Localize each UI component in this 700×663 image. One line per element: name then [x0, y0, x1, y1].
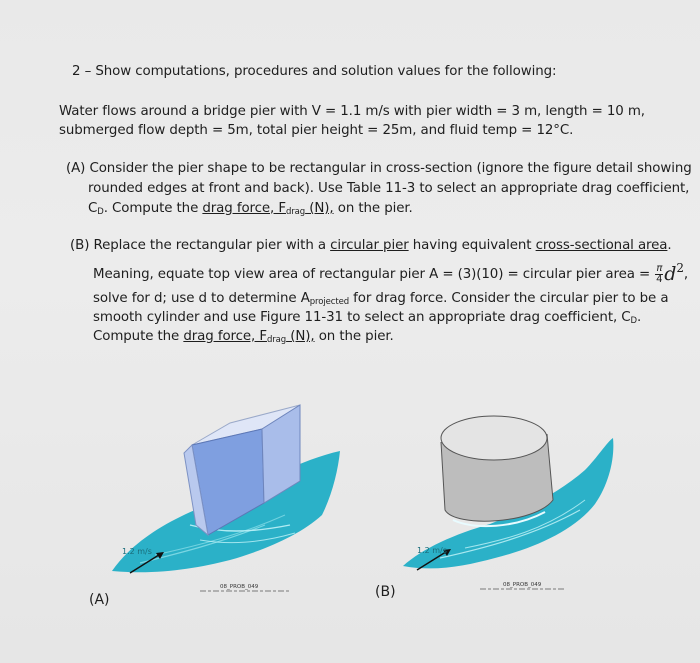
velocity-label-b: 1.2 m/s: [417, 546, 447, 555]
figure-b-caption: 08_PROB_049: [503, 582, 542, 588]
figure-b-circular-pier: [395, 400, 625, 592]
figure-a-label: (A): [89, 592, 110, 608]
cd-subscript: D: [97, 207, 104, 217]
drag-force-link-a: drag force, $F_{drag}$ (N),: [202, 201, 334, 217]
figure-b-caption-rule: [480, 586, 565, 592]
figure-a-caption: 08_PROB_049: [220, 584, 259, 590]
part-a-end-text: on the pier.: [333, 201, 413, 216]
d-squared: $d^2$: [664, 261, 684, 285]
part-b-line-4: smooth cylinder and use Figure 11-31 to select an appropriate drag coefficient, $C_D$.: [93, 310, 642, 326]
figure-a-caption-rule: [200, 588, 290, 594]
part-a-line-1: (A) Consider the pier shape to be rectangular in cross-section (ignore the figure detail showing: [66, 161, 692, 176]
drag-force-link-b: drag force, $F_{drag}$ (N),: [183, 329, 315, 345]
part-b-line-3: solve for d; use d to determine $A_{projected}$ for drag force. Consider the circular pier to be a: [93, 291, 669, 307]
part-a-line-3: [88, 199, 413, 222]
figure-a-rectangular-pier: [100, 375, 350, 590]
cross-sectional-area-term: cross-sectional area: [535, 238, 668, 253]
velocity-label-a: 1.2 m/s: [122, 547, 152, 556]
circular-pier-term: circular pier: [330, 238, 409, 253]
intro-line-1: Water flows around a bridge pier with V = 1.1 m/s with pier width = 3 m, length = 10 m,: [59, 104, 645, 119]
part-a-compute-text: . Compute the: [103, 201, 203, 216]
intro-line-2: submerged flow depth = 5m, total pier height = 25m, and fluid temp = 12°C.: [59, 123, 574, 138]
part-a-line-2: rounded edges at front and back). Use Table 11-3 to select an appropriate drag coefficient,: [88, 181, 690, 196]
part-b-line-1: (B) Replace the rectangular pier with a circular pier having equivalent cross-sectional area.: [70, 238, 672, 253]
cd-symbol: C: [88, 201, 98, 216]
problem-title: 2 – Show computations, procedures and solution values for the following:: [72, 64, 557, 79]
figure-b-label: (B): [375, 584, 396, 600]
part-b-line-5: Compute the drag force, $F_{drag}$ (N), on the pier.: [93, 329, 394, 345]
part-b-line-2: Meaning, equate top view area of rectangular pier A = (3)(10) = circular pier area = $\frac{\pi}{4}$ $d^2$,: [93, 261, 689, 285]
pi-over-4-fraction: $\frac{\pi}{4}$: [656, 262, 663, 285]
